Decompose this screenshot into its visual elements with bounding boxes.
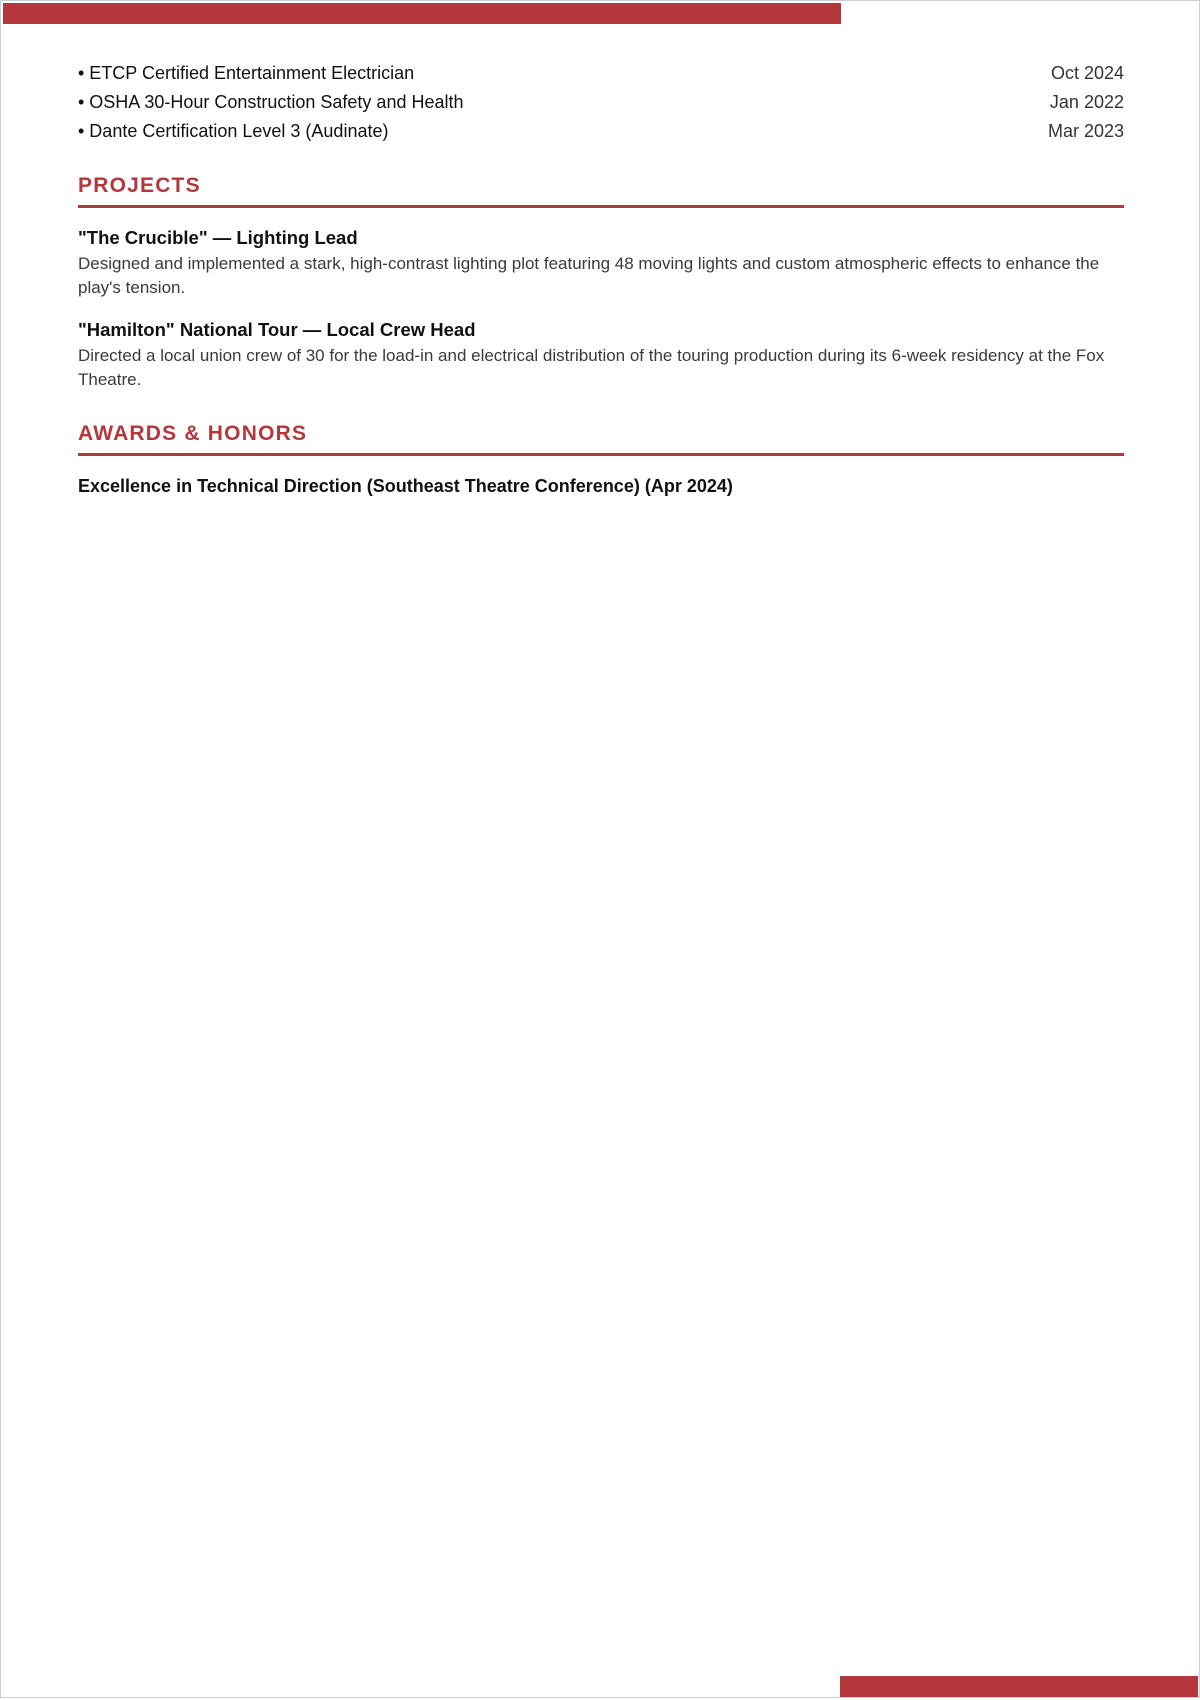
project-description: Directed a local union crew of 30 for the load-in and electrical distribution of the touring production during its 6-week residency at the Fox Theatre. [78,346,1105,389]
awards-section [78,420,1124,499]
certification-item [78,59,1124,88]
project-title: "The Crucible" — Lighting Lead [78,227,358,248]
project-description: Designed and implemented a stark, high-contrast lighting plot featuring 48 moving lights and custom atmospheric effects to enhance the play's tension. [78,254,1100,297]
section-divider [78,205,1124,208]
top-accent-bar [3,3,841,24]
awards-heading: AWARDS & HONORS [78,422,308,445]
certification-name: • ETCP Certified Entertainment Electrician [78,63,415,83]
projects-heading: PROJECTS [78,174,201,197]
project-title: "Hamilton" National Tour — Local Crew Head [78,319,476,340]
page-content [78,59,1124,499]
certification-name: • OSHA 30-Hour Construction Safety and Health [78,92,464,112]
project-entry [78,317,1124,392]
certification-date: Oct 2024 [1050,63,1124,83]
projects-section [78,172,1124,392]
certification-list [78,59,1124,146]
certification-date: Jan 2022 [1049,92,1124,112]
section-divider [78,453,1124,456]
bottom-accent-bar [840,1676,1198,1697]
award-entry: Excellence in Technical Direction (Southeast Theatre Conference) (Apr 2024) [78,476,733,496]
certification-date: Mar 2023 [1047,121,1124,141]
certification-item [78,88,1124,117]
certification-name: • Dante Certification Level 3 (Audinate) [78,121,389,141]
certification-item [78,117,1124,146]
project-entry [78,225,1124,300]
